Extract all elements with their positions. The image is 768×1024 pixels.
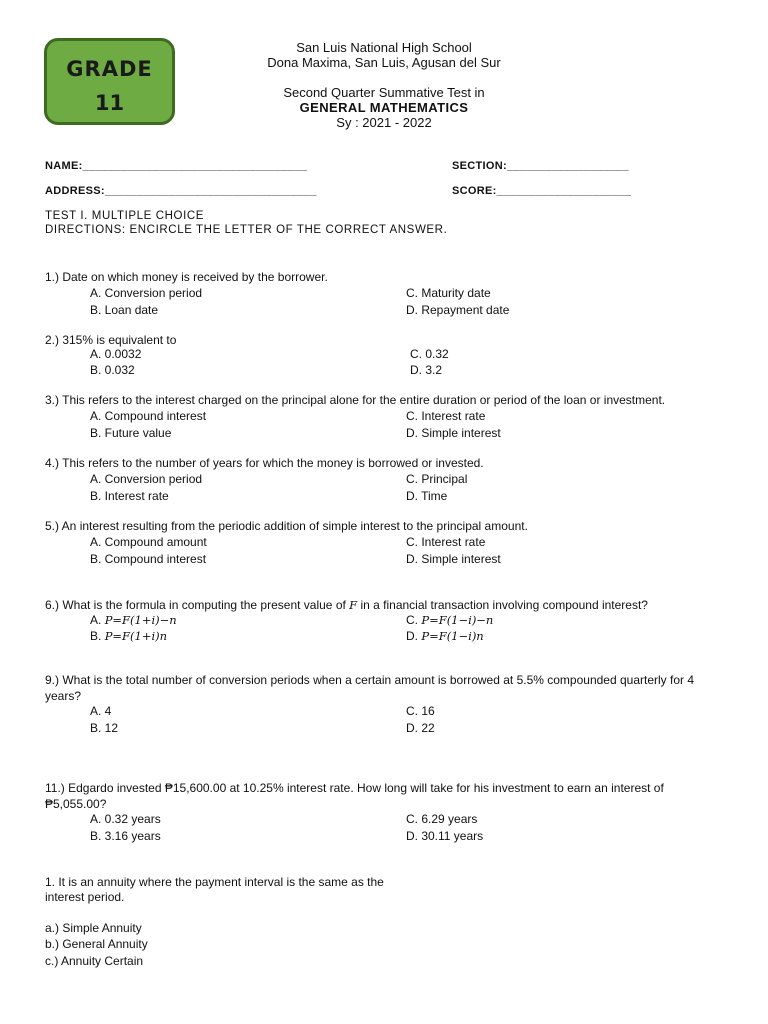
q4-option-a: A. Conversion period (90, 472, 203, 486)
q11-option-d: D. 30.11 years (406, 829, 484, 843)
annuity-question-line-2: interest period. (45, 890, 125, 904)
question-2: 2.) 315% is equivalent to (45, 333, 177, 347)
question-9: 9.) What is the total number of conversion periods when a certain amount is borrowed at 5.5% compounded quarterly for 4 years? (45, 673, 695, 703)
q9-option-a: A. 4 (90, 704, 112, 718)
q6-option-c: C. P=F(1−i)−n (406, 613, 494, 627)
school-address: Dona Maxima, San Luis, Agusan del Sur (267, 55, 501, 70)
variable-f: F (349, 598, 358, 612)
question-11: 11.) Edgardo invested ₱15,600.00 at 10.25% interest rate. How long will take for his investment to earn an interest of ₱5,055.00? (45, 781, 664, 811)
annuity-question-line-1: 1. It is an annuity where the payment interval is the same as the (45, 875, 384, 889)
annuity-option-a: a.) Simple Annuity (45, 921, 142, 935)
q2-option-c: C. 0.32 (410, 347, 449, 361)
q3-option-b: B. Future value (90, 426, 172, 440)
school-name: San Luis National High School (296, 40, 472, 55)
q6-option-d: D. P=F(1−i)n (406, 629, 484, 643)
question-6: 6.) What is the formula in computing the present value of F in a financial transaction involving compound interest? (45, 598, 648, 612)
q5-option-c: C. Interest rate (406, 535, 486, 549)
q11-option-b: B. 3.16 years (90, 829, 161, 843)
annuity-option-c: c.) Annuity Certain (45, 954, 144, 968)
q9-option-c: C. 16 (406, 704, 435, 718)
question-1: 1.) Date on which money is received by the borrower. (45, 270, 328, 284)
q5-option-a: A. Compound amount (90, 535, 207, 549)
test-name: Second Quarter Summative Test in (283, 85, 485, 100)
q1-option-c: C. Maturity date (406, 286, 491, 300)
test-directions: DIRECTIONS: ENCIRCLE THE LETTER OF THE CORRECT ANSWER. (45, 224, 448, 236)
q4-option-b: B. Interest rate (90, 489, 169, 503)
question-3: 3.) This refers to the interest charged on the principal alone for the entire duration or period of the loan or investment. (45, 393, 666, 407)
name-field: NAME:___________________________________ (45, 160, 308, 172)
grade-label: GRADE (66, 57, 153, 81)
q9-option-d: D. 22 (406, 721, 435, 735)
q4-option-c: C. Principal (406, 472, 468, 486)
q1-option-d: D. Repayment date (406, 303, 510, 317)
school-year: Sy : 2021 - 2022 (336, 115, 432, 130)
q11-option-a: A. 0.32 years (90, 812, 161, 826)
q3-option-a: A. Compound interest (90, 409, 207, 423)
address-field: ADDRESS:_________________________________ (45, 185, 317, 197)
q2-option-d: D. 3.2 (410, 363, 443, 377)
section-field: SECTION:___________________ (452, 160, 629, 172)
q11-option-c: C. 6.29 years (406, 812, 478, 826)
q2-option-a: A. 0.0032 (90, 347, 142, 361)
q6-option-a: A. P=F(1+i)−n (90, 613, 177, 627)
subject-title: GENERAL MATHEMATICS (299, 100, 469, 115)
q1-option-b: B. Loan date (90, 303, 159, 317)
q2-option-b: B. 0.032 (90, 363, 135, 377)
q3-option-d: D. Simple interest (406, 426, 501, 440)
q3-option-c: C. Interest rate (406, 409, 486, 423)
q4-option-d: D. Time (406, 489, 448, 503)
annuity-option-b: b.) General Annuity (45, 937, 148, 951)
q1-option-a: A. Conversion period (90, 286, 203, 300)
question-5: 5.) An interest resulting from the periodic addition of simple interest to the principal amount. (45, 519, 528, 533)
q9-option-b: B. 12 (90, 721, 119, 735)
q5-option-b: B. Compound interest (90, 552, 207, 566)
grade-badge (44, 38, 175, 125)
question-4: 4.) This refers to the number of years for which the money is borrowed or invested. (45, 456, 484, 470)
test-title: TEST I. MULTIPLE CHOICE (45, 210, 205, 222)
q6-option-b: B. P=F(1+i)n (90, 629, 168, 643)
q5-option-d: D. Simple interest (406, 552, 501, 566)
grade-number: 11 (94, 91, 125, 115)
score-field: SCORE:_____________________ (452, 185, 632, 197)
